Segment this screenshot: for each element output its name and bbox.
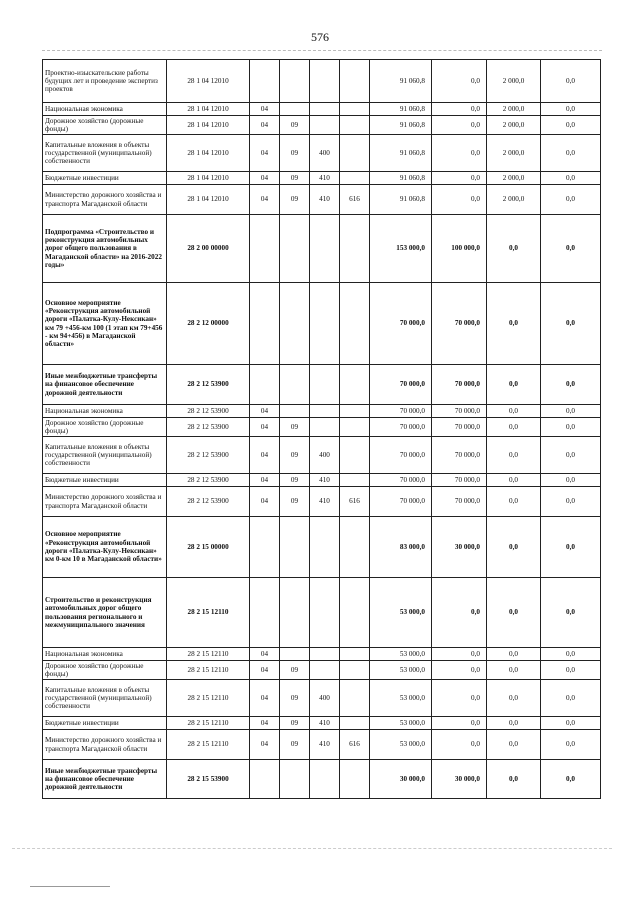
row-code: 28 1 04 12010 — [167, 185, 250, 215]
row-sum-4: 0,0 — [541, 185, 601, 215]
row-code: 28 2 12 53900 — [167, 418, 250, 437]
row-pr: 09 — [280, 487, 310, 517]
row-name: Капитальные вложения в объекты государственной (муниципальной) собственности — [43, 437, 167, 474]
row-name: Проектно-изыскательские работы будущих лет и проведение экспертиз проектов — [43, 60, 167, 103]
row-grbs — [340, 760, 370, 799]
row-rz — [250, 283, 280, 365]
table-row — [43, 172, 601, 185]
row-rz: 04 — [250, 405, 280, 418]
row-pr — [280, 405, 310, 418]
row-pr — [280, 283, 310, 365]
row-name: Дорожное хозяйство (дорожные фонды) — [43, 116, 167, 135]
row-sum-4: 0,0 — [541, 60, 601, 103]
row-vr: 410 — [310, 185, 340, 215]
row-grbs — [340, 365, 370, 405]
row-sum-3: 0,0 — [487, 578, 541, 648]
row-sum-1: 70 000,0 — [370, 487, 432, 517]
row-sum-1: 83 000,0 — [370, 517, 432, 578]
row-vr — [310, 418, 340, 437]
row-sum-4: 0,0 — [541, 680, 601, 717]
table-row — [43, 215, 601, 283]
row-pr — [280, 215, 310, 283]
row-pr: 09 — [280, 135, 310, 172]
row-sum-4: 0,0 — [541, 283, 601, 365]
row-vr — [310, 405, 340, 418]
row-sum-1: 91 060,8 — [370, 60, 432, 103]
row-code: 28 2 12 00000 — [167, 283, 250, 365]
row-sum-1: 91 060,8 — [370, 135, 432, 172]
table-row — [43, 405, 601, 418]
table-row — [43, 487, 601, 517]
row-grbs — [340, 578, 370, 648]
row-sum-1: 53 000,0 — [370, 730, 432, 760]
row-code: 28 1 04 12010 — [167, 116, 250, 135]
table-row — [43, 680, 601, 717]
row-vr: 410 — [310, 474, 340, 487]
row-sum-3: 0,0 — [487, 661, 541, 680]
row-code: 28 2 15 12110 — [167, 648, 250, 661]
row-sum-3: 0,0 — [487, 487, 541, 517]
row-grbs — [340, 103, 370, 116]
row-name: Основное мероприятие «Реконструкция автомобильной дороги «Палатка-Кулу-Нексикан» км 79 +456-км 100 (1 этап км 79+456 - км 94+456) в Магаданской области» — [43, 283, 167, 365]
row-code: 28 1 04 12010 — [167, 60, 250, 103]
table-row — [43, 365, 601, 405]
row-pr: 09 — [280, 730, 310, 760]
row-vr — [310, 661, 340, 680]
row-sum-1: 91 060,8 — [370, 116, 432, 135]
row-code: 28 2 12 53900 — [167, 487, 250, 517]
row-sum-2: 70 000,0 — [432, 474, 487, 487]
row-grbs — [340, 418, 370, 437]
row-sum-2: 0,0 — [432, 103, 487, 116]
row-grbs — [340, 517, 370, 578]
row-sum-3: 0,0 — [487, 648, 541, 661]
row-sum-2: 70 000,0 — [432, 405, 487, 418]
row-vr — [310, 365, 340, 405]
row-code: 28 2 12 53900 — [167, 474, 250, 487]
row-sum-3: 0,0 — [487, 717, 541, 730]
row-pr: 09 — [280, 474, 310, 487]
row-grbs: 616 — [340, 185, 370, 215]
row-vr — [310, 215, 340, 283]
row-rz: 04 — [250, 717, 280, 730]
row-rz — [250, 215, 280, 283]
row-name: Строительство и реконструкция автомобильных дорог общего пользования регионального и межмуниципального значения — [43, 578, 167, 648]
row-grbs — [340, 172, 370, 185]
row-grbs — [340, 116, 370, 135]
row-sum-2: 0,0 — [432, 661, 487, 680]
row-pr: 09 — [280, 418, 310, 437]
row-sum-1: 53 000,0 — [370, 717, 432, 730]
row-sum-2: 0,0 — [432, 680, 487, 717]
row-grbs — [340, 283, 370, 365]
row-sum-1: 70 000,0 — [370, 365, 432, 405]
row-sum-3: 0,0 — [487, 517, 541, 578]
row-code: 28 2 15 12110 — [167, 730, 250, 760]
row-sum-1: 70 000,0 — [370, 405, 432, 418]
table-row — [43, 418, 601, 437]
row-name: Основное мероприятие «Реконструкция автомобильной дороги «Палатка-Кулу-Нексикан» км 0-км 10 в Магаданской области» — [43, 517, 167, 578]
row-name: Национальная экономика — [43, 405, 167, 418]
row-grbs — [340, 474, 370, 487]
row-sum-2: 100 000,0 — [432, 215, 487, 283]
row-vr — [310, 60, 340, 103]
row-sum-2: 70 000,0 — [432, 437, 487, 474]
row-code: 28 2 15 53900 — [167, 760, 250, 799]
row-sum-1: 53 000,0 — [370, 648, 432, 661]
row-name: Национальная экономика — [43, 648, 167, 661]
row-sum-3: 2 000,0 — [487, 116, 541, 135]
row-code: 28 2 12 53900 — [167, 437, 250, 474]
row-grbs — [340, 717, 370, 730]
row-sum-2: 0,0 — [432, 185, 487, 215]
row-sum-3: 0,0 — [487, 405, 541, 418]
row-sum-1: 153 000,0 — [370, 215, 432, 283]
row-sum-2: 0,0 — [432, 116, 487, 135]
row-rz: 04 — [250, 437, 280, 474]
row-sum-4: 0,0 — [541, 135, 601, 172]
table-row — [43, 437, 601, 474]
row-sum-1: 53 000,0 — [370, 661, 432, 680]
row-sum-1: 30 000,0 — [370, 760, 432, 799]
row-sum-2: 0,0 — [432, 648, 487, 661]
row-sum-3: 2 000,0 — [487, 60, 541, 103]
row-grbs — [340, 680, 370, 717]
row-sum-4: 0,0 — [541, 487, 601, 517]
table-row — [43, 517, 601, 578]
row-sum-2: 30 000,0 — [432, 760, 487, 799]
row-code: 28 2 15 12110 — [167, 680, 250, 717]
row-code: 28 2 15 12110 — [167, 717, 250, 730]
row-pr: 09 — [280, 116, 310, 135]
row-pr: 09 — [280, 172, 310, 185]
row-rz: 04 — [250, 172, 280, 185]
row-grbs: 616 — [340, 487, 370, 517]
row-sum-4: 0,0 — [541, 578, 601, 648]
row-name: Министерство дорожного хозяйства и транспорта Магаданской области — [43, 730, 167, 760]
row-grbs — [340, 405, 370, 418]
row-code: 28 1 04 12010 — [167, 103, 250, 116]
table-row — [43, 730, 601, 760]
table-row — [43, 717, 601, 730]
row-sum-3: 0,0 — [487, 215, 541, 283]
table-row — [43, 648, 601, 661]
row-code: 28 2 15 12110 — [167, 578, 250, 648]
row-sum-1: 91 060,8 — [370, 185, 432, 215]
row-vr — [310, 283, 340, 365]
row-name: Бюджетные инвестиции — [43, 717, 167, 730]
page-number: 576 — [311, 30, 329, 44]
row-name: Капитальные вложения в объекты государственной (муниципальной) собственности — [43, 680, 167, 717]
row-rz: 04 — [250, 103, 280, 116]
footer-scan-line — [12, 848, 612, 849]
row-rz — [250, 760, 280, 799]
row-grbs: 616 — [340, 730, 370, 760]
row-name: Иные межбюджетные трансферты на финансовое обеспечение дорожной деятельности — [43, 760, 167, 799]
row-name: Министерство дорожного хозяйства и транспорта Магаданской области — [43, 185, 167, 215]
row-code: 28 2 12 53900 — [167, 365, 250, 405]
row-pr — [280, 517, 310, 578]
row-sum-4: 0,0 — [541, 172, 601, 185]
row-sum-1: 53 000,0 — [370, 680, 432, 717]
row-rz — [250, 578, 280, 648]
row-sum-2: 0,0 — [432, 578, 487, 648]
row-code: 28 1 04 12010 — [167, 135, 250, 172]
row-sum-3: 0,0 — [487, 730, 541, 760]
row-code: 28 2 15 00000 — [167, 517, 250, 578]
row-vr: 410 — [310, 487, 340, 517]
row-sum-3: 0,0 — [487, 680, 541, 717]
row-sum-3: 2 000,0 — [487, 103, 541, 116]
row-code: 28 2 15 12110 — [167, 661, 250, 680]
row-sum-1: 91 060,8 — [370, 103, 432, 116]
row-rz: 04 — [250, 680, 280, 717]
table-row — [43, 283, 601, 365]
row-vr — [310, 116, 340, 135]
table-row — [43, 578, 601, 648]
row-vr: 410 — [310, 717, 340, 730]
row-rz: 04 — [250, 474, 280, 487]
row-sum-1: 70 000,0 — [370, 283, 432, 365]
row-grbs — [340, 661, 370, 680]
footnote-rule — [30, 886, 110, 887]
row-grbs — [340, 215, 370, 283]
row-pr — [280, 103, 310, 116]
row-rz: 04 — [250, 116, 280, 135]
row-sum-1: 70 000,0 — [370, 474, 432, 487]
row-rz — [250, 365, 280, 405]
row-sum-2: 0,0 — [432, 717, 487, 730]
row-pr — [280, 648, 310, 661]
row-sum-1: 53 000,0 — [370, 578, 432, 648]
row-sum-4: 0,0 — [541, 215, 601, 283]
row-name: Дорожное хозяйство (дорожные фонды) — [43, 418, 167, 437]
table-row — [43, 661, 601, 680]
table-row — [43, 103, 601, 116]
row-sum-1: 70 000,0 — [370, 418, 432, 437]
row-vr: 400 — [310, 135, 340, 172]
row-sum-2: 70 000,0 — [432, 418, 487, 437]
row-pr: 09 — [280, 717, 310, 730]
row-pr: 09 — [280, 680, 310, 717]
row-vr: 410 — [310, 730, 340, 760]
row-vr — [310, 103, 340, 116]
row-sum-4: 0,0 — [541, 365, 601, 405]
row-sum-4: 0,0 — [541, 418, 601, 437]
row-grbs — [340, 60, 370, 103]
table-row — [43, 760, 601, 799]
row-sum-1: 70 000,0 — [370, 437, 432, 474]
row-sum-2: 70 000,0 — [432, 365, 487, 405]
row-sum-4: 0,0 — [541, 717, 601, 730]
row-pr — [280, 60, 310, 103]
row-name: Бюджетные инвестиции — [43, 474, 167, 487]
row-rz: 04 — [250, 135, 280, 172]
row-pr: 09 — [280, 661, 310, 680]
row-sum-3: 0,0 — [487, 418, 541, 437]
row-vr: 400 — [310, 680, 340, 717]
row-sum-2: 0,0 — [432, 135, 487, 172]
row-sum-3: 0,0 — [487, 365, 541, 405]
table-row — [43, 474, 601, 487]
row-vr — [310, 578, 340, 648]
row-sum-2: 0,0 — [432, 172, 487, 185]
row-vr — [310, 517, 340, 578]
table-row — [43, 116, 601, 135]
row-name: Национальная экономика — [43, 103, 167, 116]
row-name: Иные межбюджетные трансферты на финансовое обеспечение дорожной деятельности — [43, 365, 167, 405]
row-sum-3: 0,0 — [487, 760, 541, 799]
row-sum-4: 0,0 — [541, 437, 601, 474]
row-sum-2: 70 000,0 — [432, 487, 487, 517]
row-pr: 09 — [280, 185, 310, 215]
row-rz: 04 — [250, 185, 280, 215]
row-rz: 04 — [250, 418, 280, 437]
row-sum-4: 0,0 — [541, 116, 601, 135]
row-pr — [280, 760, 310, 799]
header-scan-line — [42, 50, 602, 51]
row-sum-2: 0,0 — [432, 730, 487, 760]
row-sum-2: 30 000,0 — [432, 517, 487, 578]
row-code: 28 1 04 12010 — [167, 172, 250, 185]
row-sum-4: 0,0 — [541, 661, 601, 680]
table-row — [43, 135, 601, 172]
row-rz: 04 — [250, 648, 280, 661]
row-name: Дорожное хозяйство (дорожные фонды) — [43, 661, 167, 680]
row-vr — [310, 648, 340, 661]
row-sum-3: 2 000,0 — [487, 135, 541, 172]
row-name: Министерство дорожного хозяйства и транспорта Магаданской области — [43, 487, 167, 517]
row-rz — [250, 517, 280, 578]
row-pr — [280, 365, 310, 405]
row-sum-2: 0,0 — [432, 60, 487, 103]
row-pr — [280, 578, 310, 648]
row-sum-3: 2 000,0 — [487, 185, 541, 215]
row-vr: 400 — [310, 437, 340, 474]
budget-table — [42, 59, 601, 799]
row-vr — [310, 760, 340, 799]
row-pr: 09 — [280, 437, 310, 474]
row-name: Капитальные вложения в объекты государственной (муниципальной) собственности — [43, 135, 167, 172]
row-sum-3: 0,0 — [487, 437, 541, 474]
row-sum-4: 0,0 — [541, 103, 601, 116]
row-grbs — [340, 648, 370, 661]
row-rz: 04 — [250, 661, 280, 680]
row-sum-4: 0,0 — [541, 730, 601, 760]
row-vr: 410 — [310, 172, 340, 185]
row-sum-4: 0,0 — [541, 760, 601, 799]
row-rz: 04 — [250, 730, 280, 760]
row-grbs — [340, 135, 370, 172]
row-rz: 04 — [250, 487, 280, 517]
row-sum-3: 0,0 — [487, 474, 541, 487]
row-rz — [250, 60, 280, 103]
row-sum-4: 0,0 — [541, 648, 601, 661]
row-grbs — [340, 437, 370, 474]
row-sum-1: 91 060,8 — [370, 172, 432, 185]
row-sum-4: 0,0 — [541, 517, 601, 578]
row-sum-2: 70 000,0 — [432, 283, 487, 365]
row-sum-3: 0,0 — [487, 283, 541, 365]
row-sum-3: 2 000,0 — [487, 172, 541, 185]
row-sum-4: 0,0 — [541, 474, 601, 487]
row-name: Подпрограмма «Строительство и реконструкция автомобильных дорог общего пользования в Магаданской области» на 2016-2022 годы» — [43, 215, 167, 283]
row-sum-4: 0,0 — [541, 405, 601, 418]
row-code: 28 2 00 00000 — [167, 215, 250, 283]
table-row — [43, 60, 601, 103]
table-row — [43, 185, 601, 215]
row-code: 28 2 12 53900 — [167, 405, 250, 418]
row-name: Бюджетные инвестиции — [43, 172, 167, 185]
